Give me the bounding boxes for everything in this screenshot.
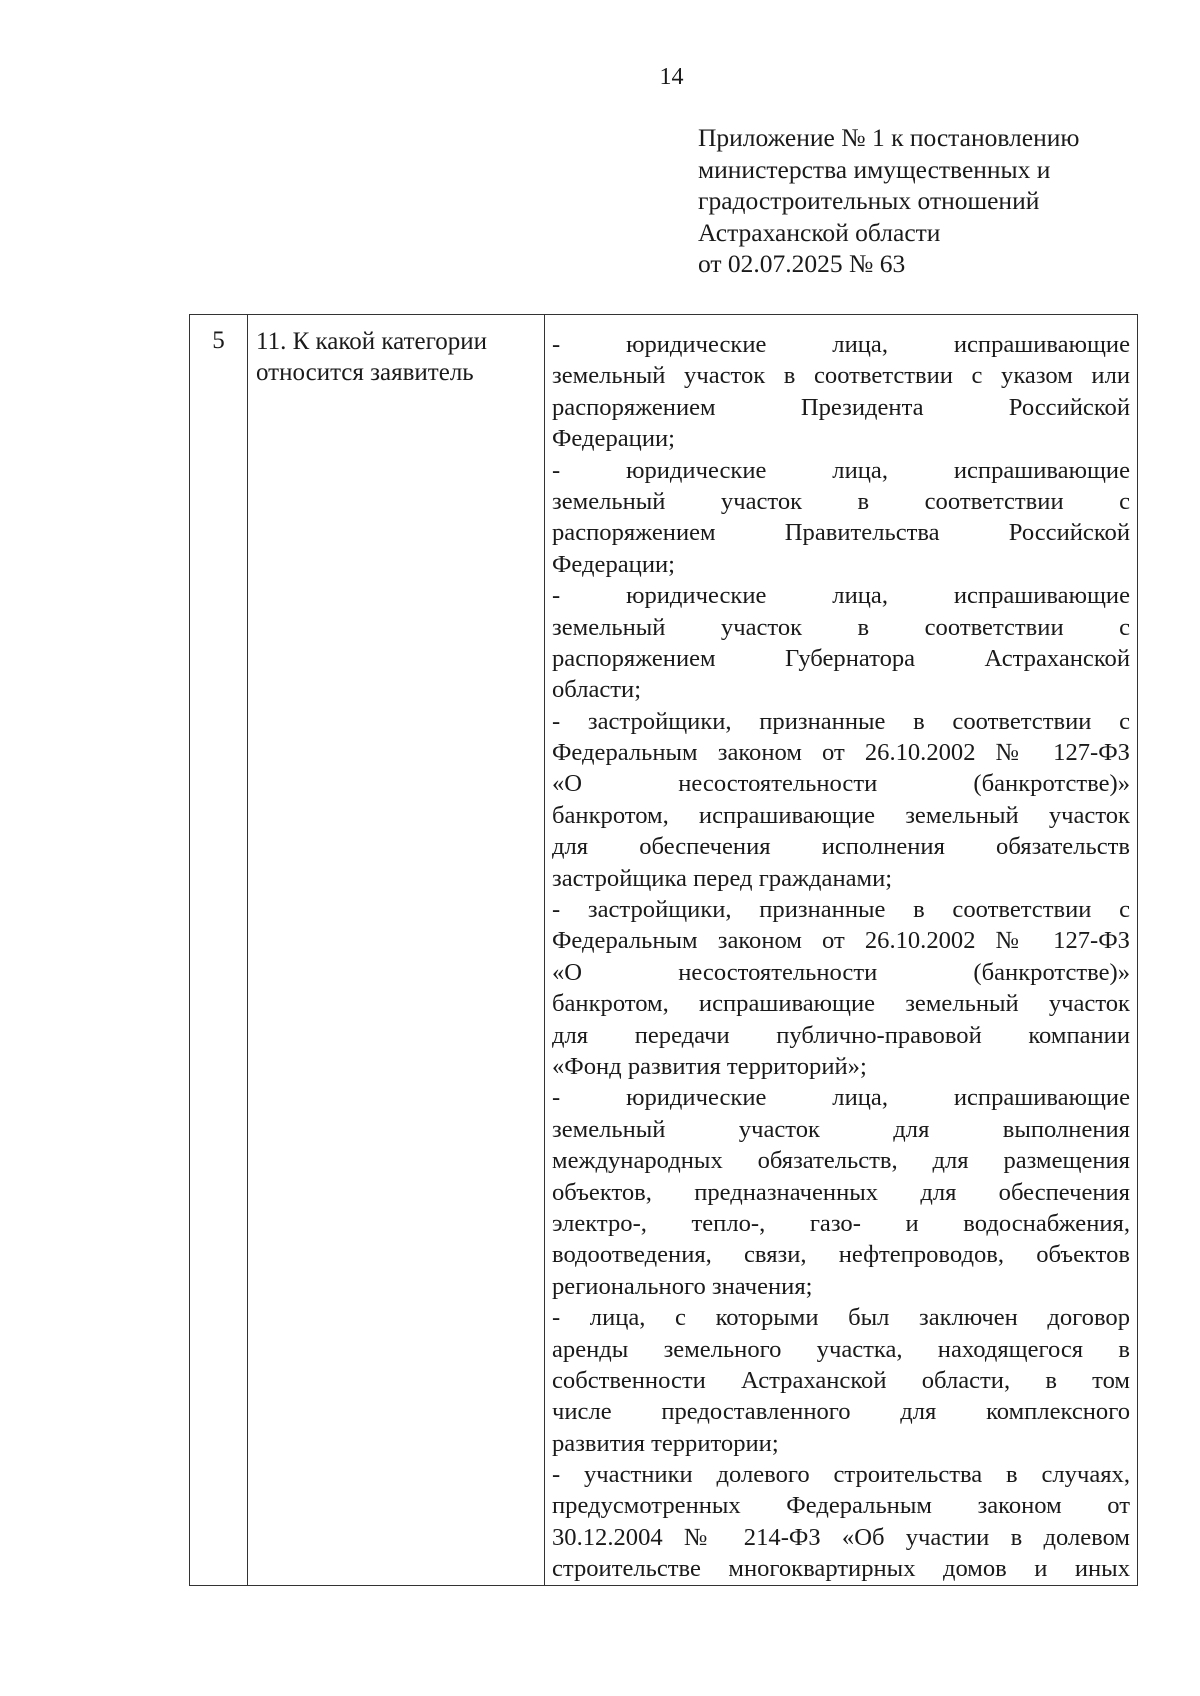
answer-line: Федеральным законом от 26.10.2002 № 127-ФЗ: [552, 927, 1130, 955]
answer-line: регионального значения;: [552, 1272, 813, 1300]
answer-line: банкротом, испрашивающие земельный участок: [552, 801, 1130, 829]
answer-line: - юридические лица, испрашивающие: [552, 331, 1130, 358]
answer-line: распоряжением Правительства Российской: [552, 519, 1130, 547]
answer-line: - лица, с которыми был заключен договор: [552, 1304, 1130, 1332]
answer-line: - застройщики, признанные в соответствии с: [552, 707, 1130, 735]
appendix-line: Приложение № 1 к постановлению: [698, 123, 1080, 152]
answer-line: - юридические лица, испрашивающие: [552, 582, 1130, 610]
answer-cell: [545, 315, 1138, 1586]
row-number-cell: [190, 315, 248, 1586]
answer-line: для передачи публично-правовой компании: [552, 1021, 1130, 1049]
answer-line: собственности Астраханской области, в том: [552, 1366, 1130, 1394]
answer-line: земельный участок в соответствии с: [552, 487, 1130, 515]
answer-line: «О несостоятельности (банкротстве)»: [552, 770, 1130, 798]
answer-line: области;: [552, 676, 642, 704]
question-cell: [248, 315, 545, 1586]
answer-line: числе предоставленного для комплексного: [552, 1398, 1130, 1426]
answer-line: строительстве многоквартирных домов и иных: [552, 1555, 1130, 1583]
answer-line: предусмотренных Федеральным законом от: [552, 1492, 1130, 1520]
appendix-header: [698, 122, 1079, 280]
answer-line: - участники долевого строительства в случаях,: [552, 1461, 1130, 1489]
appendix-line: градостроительных отношений: [698, 186, 1040, 215]
answer-line: - юридические лица, испрашивающие: [552, 1084, 1130, 1112]
page-number: 14: [659, 64, 684, 90]
answer-line: - застройщики, признанные в соответствии с: [552, 896, 1130, 924]
answer-line: «Фонд развития территорий»;: [552, 1052, 867, 1080]
answer-line: - юридические лица, испрашивающие: [552, 456, 1130, 484]
answer-line: банкротом, испрашивающие земельный участок: [552, 990, 1130, 1018]
appendix-line: министерства имущественных и: [698, 154, 1051, 184]
answer-line: Федерации;: [552, 425, 675, 453]
answer-line: распоряжением Губернатора Астраханской: [552, 644, 1130, 672]
appendix-line: от 02.07.2025 № 63: [698, 249, 906, 278]
answer-line: распоряжением Президента Российской: [552, 393, 1130, 421]
answer-line: земельный участок в соответствии с указом или: [552, 362, 1130, 390]
document-table: [189, 314, 1138, 1586]
answer-line: объектов, предназначенных для обеспечения: [552, 1178, 1130, 1206]
question-line: 11. К какой категории: [256, 328, 487, 355]
question-line: относится заявитель: [256, 359, 474, 387]
answer-line: земельный участок в соответствии с: [552, 613, 1130, 641]
answer-line: международных обязательств, для размещения: [552, 1147, 1130, 1175]
table-row: [190, 315, 1138, 1586]
answer-line: электро-, тепло-, газо- и водоснабжения,: [552, 1209, 1130, 1237]
answer-line: водоотведения, связи, нефтепроводов, объектов: [552, 1241, 1130, 1269]
answer-line: Федеральным законом от 26.10.2002 № 127-ФЗ: [552, 739, 1130, 767]
answer-line: для обеспечения исполнения обязательств: [552, 833, 1130, 861]
answer-line: аренды земельного участка, находящегося в: [552, 1335, 1130, 1363]
answer-line: Федерации;: [552, 550, 675, 578]
appendix-line: Астраханской области: [698, 217, 941, 247]
row-number: 5: [212, 327, 225, 354]
answer-line: 30.12.2004 № 214-ФЗ «Об участии в долевом: [552, 1523, 1130, 1551]
answer-line: развития территории;: [552, 1429, 779, 1457]
answer-line: застройщика перед гражданами;: [552, 864, 893, 892]
answer-line: земельный участок для выполнения: [552, 1115, 1130, 1143]
answer-line: «О несостоятельности (банкротстве)»: [552, 958, 1130, 986]
